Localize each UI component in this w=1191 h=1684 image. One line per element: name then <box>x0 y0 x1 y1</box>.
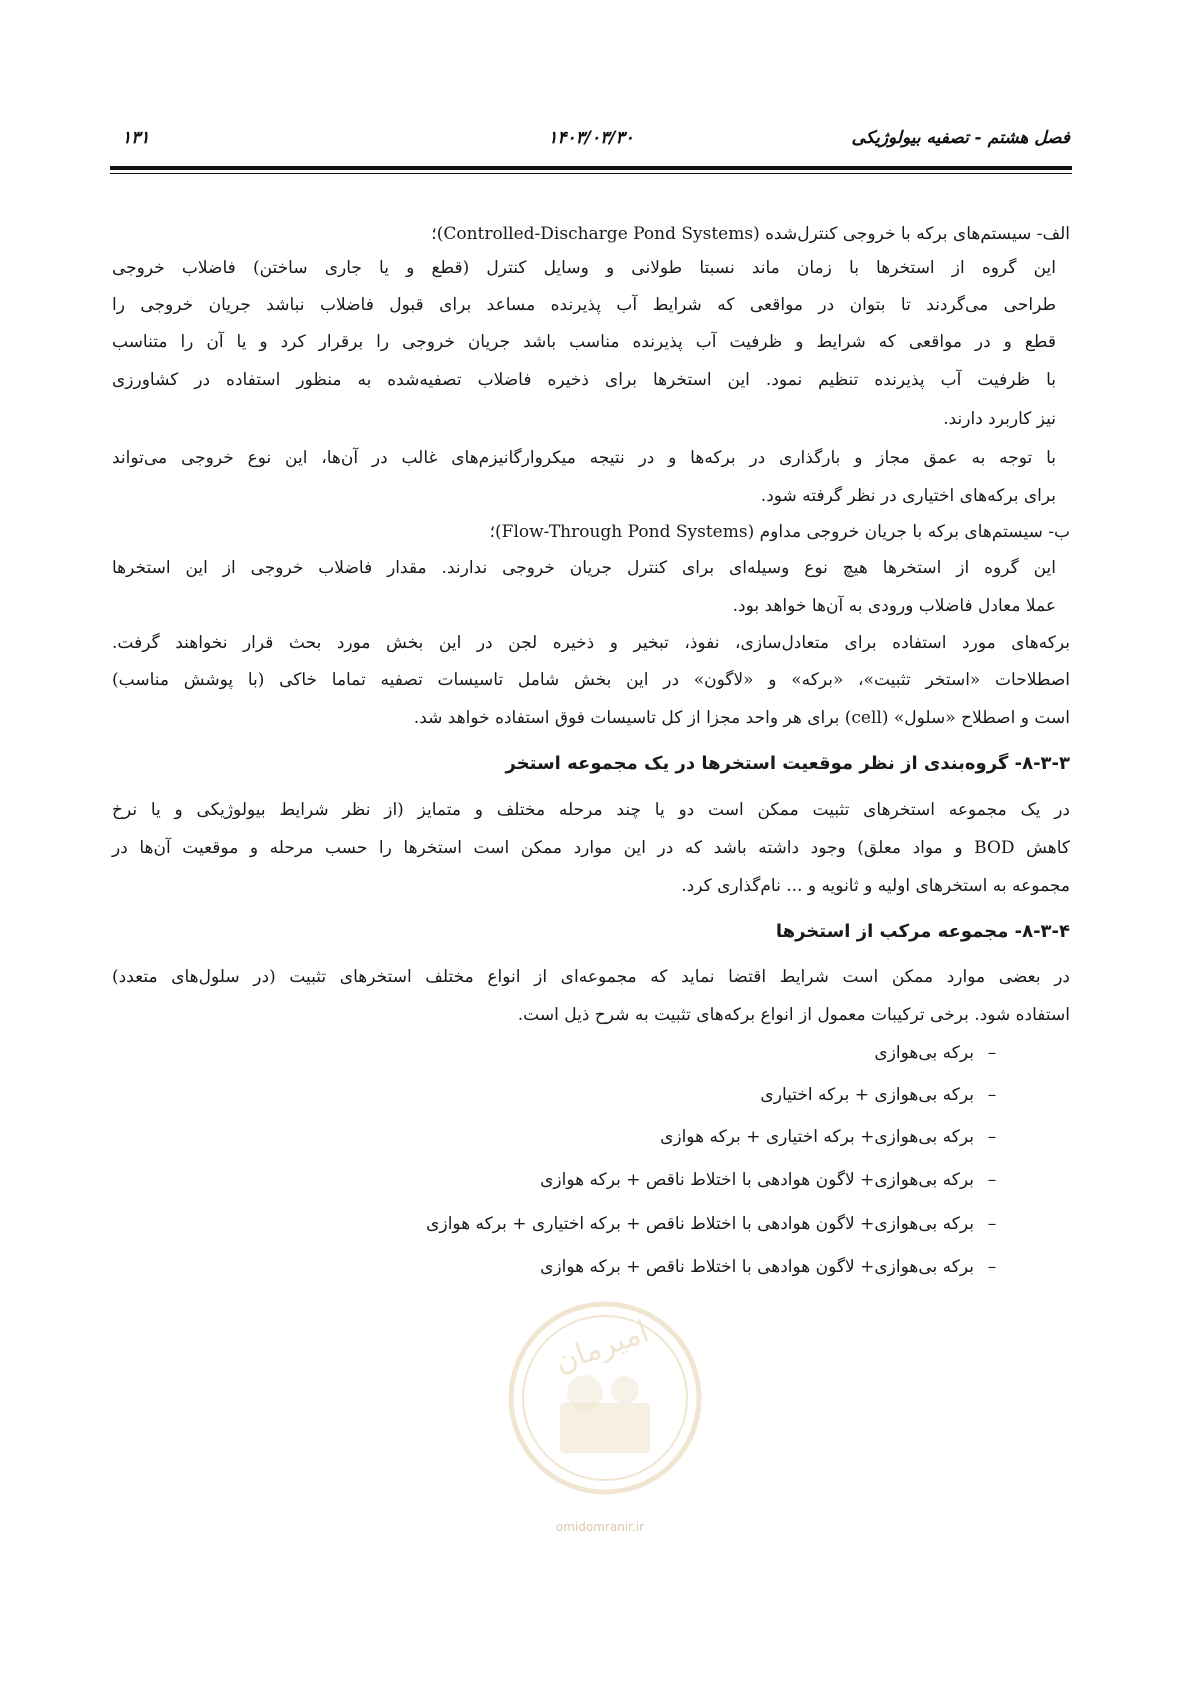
paragraph-line: است و اصطلاح «سلول» (cell) برای هر واحد مجزا از کل تاسیسات فوق استفاده خواهد شد. <box>413 708 1070 728</box>
list-item-text: برکه بی‌هوازی+ لاگون هوادهی با اختلاط ناقص + برکه هوازی <box>540 1170 974 1190</box>
paragraph-line: طراحی می‌گردند تا بتوان در مواقعی که شرایط آب پذیرنده مساعد برای قبول فاضلاب نباشد جریان خروجی را <box>112 295 1056 315</box>
watermark-logo-text: امیرمان <box>550 1313 654 1381</box>
page-number: ۱۳۱ <box>122 128 150 148</box>
list-item <box>760 1081 1010 1109</box>
paragraph-line: استفاده شود. برخی ترکیبات معمول از انواع برکه‌های تثبیت به شرح ذیل است. <box>517 1005 1070 1025</box>
paragraph-line: با ظرفیت آب پذیرنده تنظیم نمود. این استخرها برای ذخیره فاضلاب تصفیه‌شده به منظور استفاده در کشاورزی <box>112 370 1056 390</box>
list-item-text: برکه بی‌هوازی + برکه اختیاری <box>760 1085 974 1105</box>
list-dash: – <box>987 1257 997 1277</box>
section-heading: ۸-۳-۴- مجموعه مرکب از استخرها <box>775 921 1070 942</box>
chapter-title: فصل هشتم - تصفیه بیولوژیکی <box>851 128 1070 148</box>
paragraph-line: اصطلاحات «استخر تثبیت»، «برکه» و «لاگون» در این بخش شامل تاسیسات تصفیه تماما خاکی (با پوشش مناسب) <box>112 670 1070 690</box>
list-item <box>426 1210 1010 1238</box>
list-item-text: برکه بی‌هوازی+ لاگون هوادهی با اختلاط ناقص + برکه هوازی <box>540 1257 974 1277</box>
paragraph-line: نیز کاربرد دارند. <box>943 409 1056 429</box>
paragraph-line: کاهش BOD و مواد معلق) وجود داشته باشد که در این موارد ممکن است استخرها را حسب مرحله و موقعیت آن‌ها در <box>112 838 1070 858</box>
list-item <box>874 1039 1010 1067</box>
list-item <box>540 1166 1010 1194</box>
header-date: ۱۴۰۳/۰۳/۳۰ <box>548 128 634 148</box>
list-dash: – <box>987 1170 997 1190</box>
list-dash: – <box>987 1214 997 1234</box>
list-item-text: برکه بی‌هوازی+ برکه اختیاری + برکه هوازی <box>660 1127 974 1147</box>
list-item-text: برکه بی‌هوازی <box>874 1043 974 1063</box>
paragraph-line: با توجه به عمق مجاز و بارگذاری در برکه‌ها و در نتیجه میکروارگانیزم‌های غالب در آن‌ها، این نوع خروجی می‌تواند <box>112 448 1056 468</box>
paragraph-line: عملا معادل فاضلاب ورودی به آن‌ها خواهد بود. <box>732 596 1056 616</box>
section-heading: ۸-۳-۳- گروه‌بندی از نظر موقعیت استخرها در یک مجموعه استخر <box>505 753 1070 774</box>
paragraph-line: مجموعه به استخرهای اولیه و ثانویه و ... نام‌گذاری کرد. <box>681 876 1070 896</box>
subsection-b-title: ب- سیستم‌های برکه با جریان خروجی مداوم (Flow-Through Pond Systems)؛ <box>489 522 1070 542</box>
watermark-url: omidomranir.ir <box>555 1520 645 1534</box>
list-item <box>540 1253 1010 1281</box>
list-dash: – <box>987 1043 997 1063</box>
paragraph-line: این گروه از استخرها با زمان ماند نسبتا طولانی و وسایل کنترل (قطع و یا جاری ساختن) فاضلاب خروجی <box>112 258 1056 278</box>
paragraph-line: برکه‌های مورد استفاده برای متعادل‌سازی، نفوذ، تبخیر و ذخیره لجن در این بخش مورد بحث قرار نخواهند گرفت. <box>112 633 1070 653</box>
list-dash: – <box>987 1085 997 1105</box>
list-dash: – <box>987 1127 997 1147</box>
list-item-text: برکه بی‌هوازی+ لاگون هوادهی با اختلاط ناقص + برکه اختیاری + برکه هوازی <box>426 1214 974 1234</box>
paragraph-line: این گروه از استخرها هیچ نوع وسیله‌ای برای کنترل جریان خروجی ندارند. مقدار فاضلاب خروجی از این استخرها <box>112 558 1056 578</box>
paragraph-line: در بعضی موارد ممکن است شرایط اقتضا نماید که مجموعه‌ای از انواع مختلف استخرهای تثبیت (در سلول‌های متعدد) <box>112 967 1070 987</box>
paragraph-line: برای برکه‌های اختیاری در نظر گرفته شود. <box>760 486 1056 506</box>
paragraph-line: در یک مجموعه استخرهای تثبیت ممکن است دو یا چند مرحله مختلف و متمایز (از نظر شرایط بیولوژیکی و یا نرخ <box>112 800 1070 820</box>
subsection-a-title: الف- سیستم‌های برکه با خروجی کنترل‌شده (Controlled-Discharge Pond Systems)؛ <box>431 224 1070 244</box>
paragraph-line: قطع و در مواقعی که شرایط و ظرفیت آب پذیرنده مناسب باشد جریان خروجی را برقرار کرد و یا آن را متناسب <box>112 332 1056 352</box>
list-item <box>660 1123 1010 1151</box>
body-text <box>112 0 1070 1684</box>
